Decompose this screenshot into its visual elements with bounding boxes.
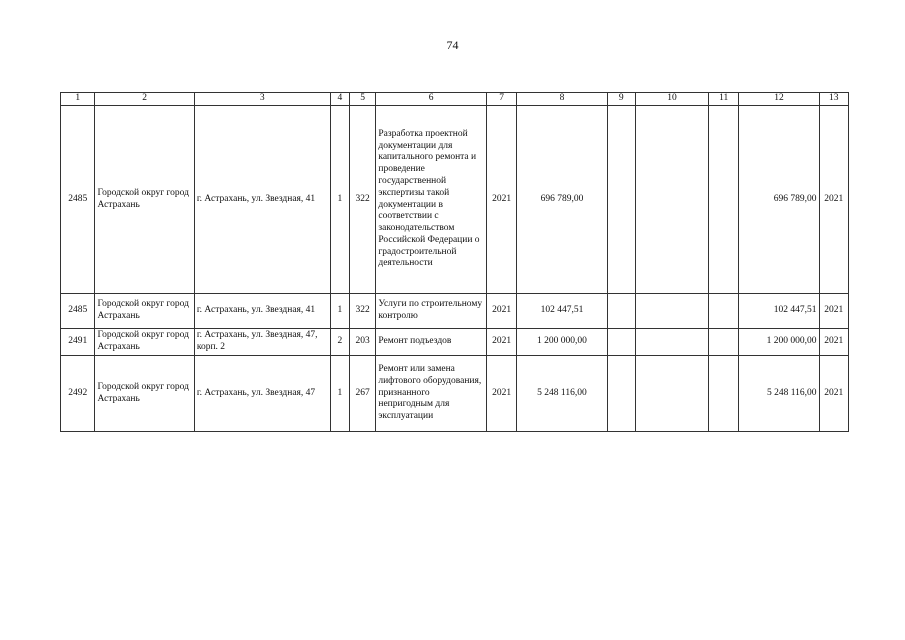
cell: 2021: [486, 356, 516, 432]
col-header: 12: [739, 93, 819, 106]
table-row: [61, 106, 849, 294]
cell: г. Астрахань, ул. Звездная, 47, корп. 2: [194, 329, 330, 356]
cell: [607, 106, 635, 294]
col-header: 4: [330, 93, 349, 106]
col-header: 3: [194, 93, 330, 106]
col-header: 2: [95, 93, 194, 106]
page-number: 74: [446, 38, 459, 52]
col-header: 13: [819, 93, 849, 106]
col-header: 5: [350, 93, 376, 106]
cell: 2021: [819, 329, 849, 356]
table-row: [61, 356, 849, 432]
cell: [708, 294, 738, 329]
table-row: [61, 329, 849, 356]
cell: 267: [350, 356, 376, 432]
cell: Городской округ город Астрахань: [95, 106, 194, 294]
cell: 696 789,00: [739, 106, 819, 294]
cell: 2485: [61, 106, 95, 294]
cell: Ремонт или замена лифтового оборудования, признанного непригодным для эксплуатации: [376, 356, 487, 432]
col-header: 1: [61, 93, 95, 106]
cell: [708, 329, 738, 356]
col-header: 8: [517, 93, 607, 106]
cell: г. Астрахань, ул. Звездная, 47: [194, 356, 330, 432]
header-row: [61, 93, 849, 106]
cell: 2021: [486, 294, 516, 329]
cell: 1 200 000,00: [517, 329, 607, 356]
cell: 2021: [819, 294, 849, 329]
cell: [635, 294, 708, 329]
table-row: [61, 294, 849, 329]
cell: г. Астрахань, ул. Звездная, 41: [194, 106, 330, 294]
col-header: 7: [486, 93, 516, 106]
cell: [607, 356, 635, 432]
cell: 5 248 116,00: [739, 356, 819, 432]
cell: [635, 329, 708, 356]
cell: 1: [330, 294, 349, 329]
cell: [708, 106, 738, 294]
col-header: 10: [635, 93, 708, 106]
cell: [607, 294, 635, 329]
cell: [635, 356, 708, 432]
col-header: 9: [607, 93, 635, 106]
cell: 1: [330, 106, 349, 294]
cell: 2021: [819, 356, 849, 432]
col-header: 11: [708, 93, 738, 106]
cell: Городской округ город Астрахань: [95, 294, 194, 329]
works-table: [60, 92, 849, 432]
cell: 2485: [61, 294, 95, 329]
col-header: 6: [376, 93, 487, 106]
cell: 102 447,51: [517, 294, 607, 329]
cell: 2491: [61, 329, 95, 356]
cell: 2492: [61, 356, 95, 432]
cell: 2021: [486, 106, 516, 294]
cell: г. Астрахань, ул. Звездная, 41: [194, 294, 330, 329]
cell: 203: [350, 329, 376, 356]
cell: 2: [330, 329, 349, 356]
cell: 696 789,00: [517, 106, 607, 294]
cell: Разработка проектной документации для капитального ремонта и проведение государственной экспертизы такой документации в соответствии с законодательством Российской Федерации о градостроительной деятельности: [376, 106, 487, 294]
cell: Ремонт подъездов: [376, 329, 487, 356]
cell: 2021: [819, 106, 849, 294]
cell: 322: [350, 294, 376, 329]
cell: Городской округ город Астрахань: [95, 329, 194, 356]
cell: 1 200 000,00: [739, 329, 819, 356]
cell: [635, 106, 708, 294]
cell: [708, 356, 738, 432]
cell: 1: [330, 356, 349, 432]
cell: Городской округ город Астрахань: [95, 356, 194, 432]
cell: 5 248 116,00: [517, 356, 607, 432]
cell: Услуги по строительному контролю: [376, 294, 487, 329]
cell: [607, 329, 635, 356]
cell: 2021: [486, 329, 516, 356]
cell: 322: [350, 106, 376, 294]
cell: 102 447,51: [739, 294, 819, 329]
